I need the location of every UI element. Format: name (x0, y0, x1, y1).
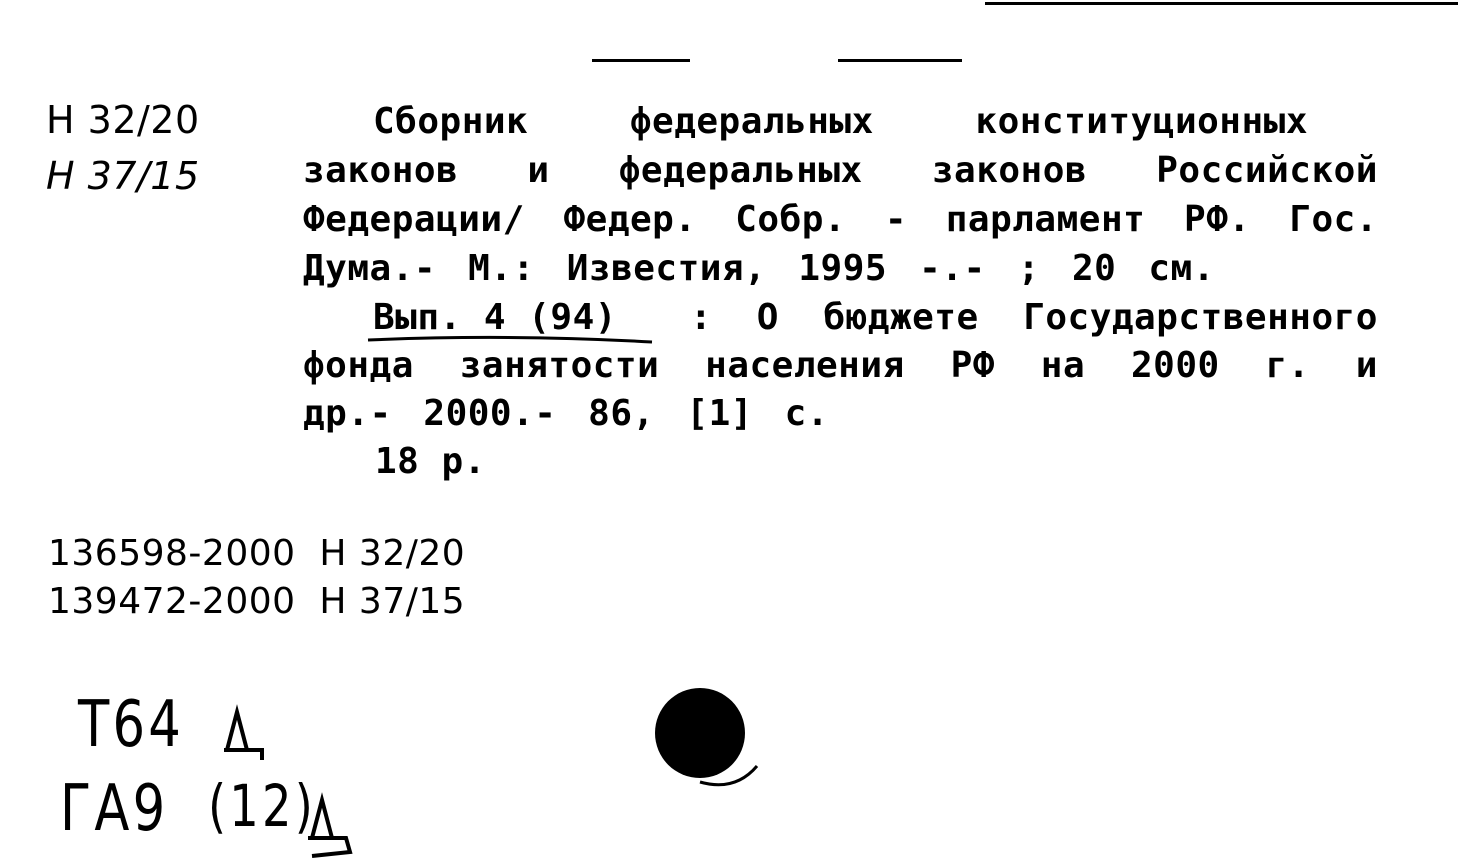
entry-word: Сборник (373, 101, 529, 142)
stamp-tail (700, 766, 757, 785)
entry-word: Федерации/ (303, 199, 525, 240)
entry-word: ; (1017, 248, 1040, 289)
entry-word: конституционных (975, 101, 1308, 142)
entry-word: федеральных (629, 101, 874, 142)
entry-word: Собр. (735, 199, 847, 240)
entry-word: Государственного (1023, 297, 1378, 338)
entry-word: на (1040, 345, 1086, 386)
accession-line-2: 139472-2000 Н 37/15 (48, 581, 466, 622)
shelf-mark-2: Н 37/15 (46, 154, 200, 198)
check-mark-1 (224, 712, 262, 760)
entry-word: г. (1265, 345, 1310, 386)
price: 18 р. (375, 441, 486, 482)
issue-underline (368, 337, 652, 342)
entry-word: парламент (945, 199, 1146, 240)
entry-word: фонда (303, 345, 414, 386)
entry-word: -.- (919, 248, 986, 289)
entry-word: федеральных (618, 150, 863, 191)
entry-word: Известия, (566, 248, 767, 289)
entry-word: законов (303, 150, 459, 191)
handwritten-paren-number: (12) (208, 772, 317, 840)
entry-word: с. (784, 393, 829, 434)
issue-label: Вып. 4 (94) (373, 297, 617, 338)
check-mark-2 (308, 800, 350, 856)
shelf-mark-1: Н 32/20 (46, 98, 200, 142)
entry-word: населения (705, 345, 905, 386)
entry-word: 86, (588, 393, 655, 434)
entry-word: 2000 (1130, 345, 1220, 386)
entry-word: 20 (1071, 248, 1117, 289)
entry-word: и (527, 150, 550, 191)
entry-word: занятости (459, 345, 660, 386)
accession-line-1: 136598-2000 Н 32/20 (48, 533, 466, 574)
entry-word: РФ (950, 345, 995, 386)
entry-word: 1995 (798, 248, 888, 289)
entry-word: др.- (303, 393, 392, 434)
entry-word: : (690, 297, 713, 338)
entry-word: - (884, 199, 908, 240)
handwritten-code-1: Т64 (78, 688, 185, 762)
entry-word: Российской (1156, 150, 1378, 191)
handwritten-code-2: ГА9 (60, 772, 169, 846)
entry-word: М.: (468, 248, 535, 289)
entry-word: и (1355, 345, 1378, 386)
entry-word: см. (1148, 248, 1215, 289)
entry-word: Гос. (1289, 199, 1378, 240)
entry-word: Федер. (563, 199, 697, 240)
entry-word: О (756, 297, 779, 338)
entry-word: РФ. (1184, 199, 1251, 240)
entry-word: законов (931, 150, 1088, 191)
entry-word: Дума.- (303, 248, 437, 289)
entry-word: бюджете (823, 297, 979, 338)
entry-word: 2000.- (423, 393, 557, 434)
entry-word: [1] (686, 393, 753, 434)
